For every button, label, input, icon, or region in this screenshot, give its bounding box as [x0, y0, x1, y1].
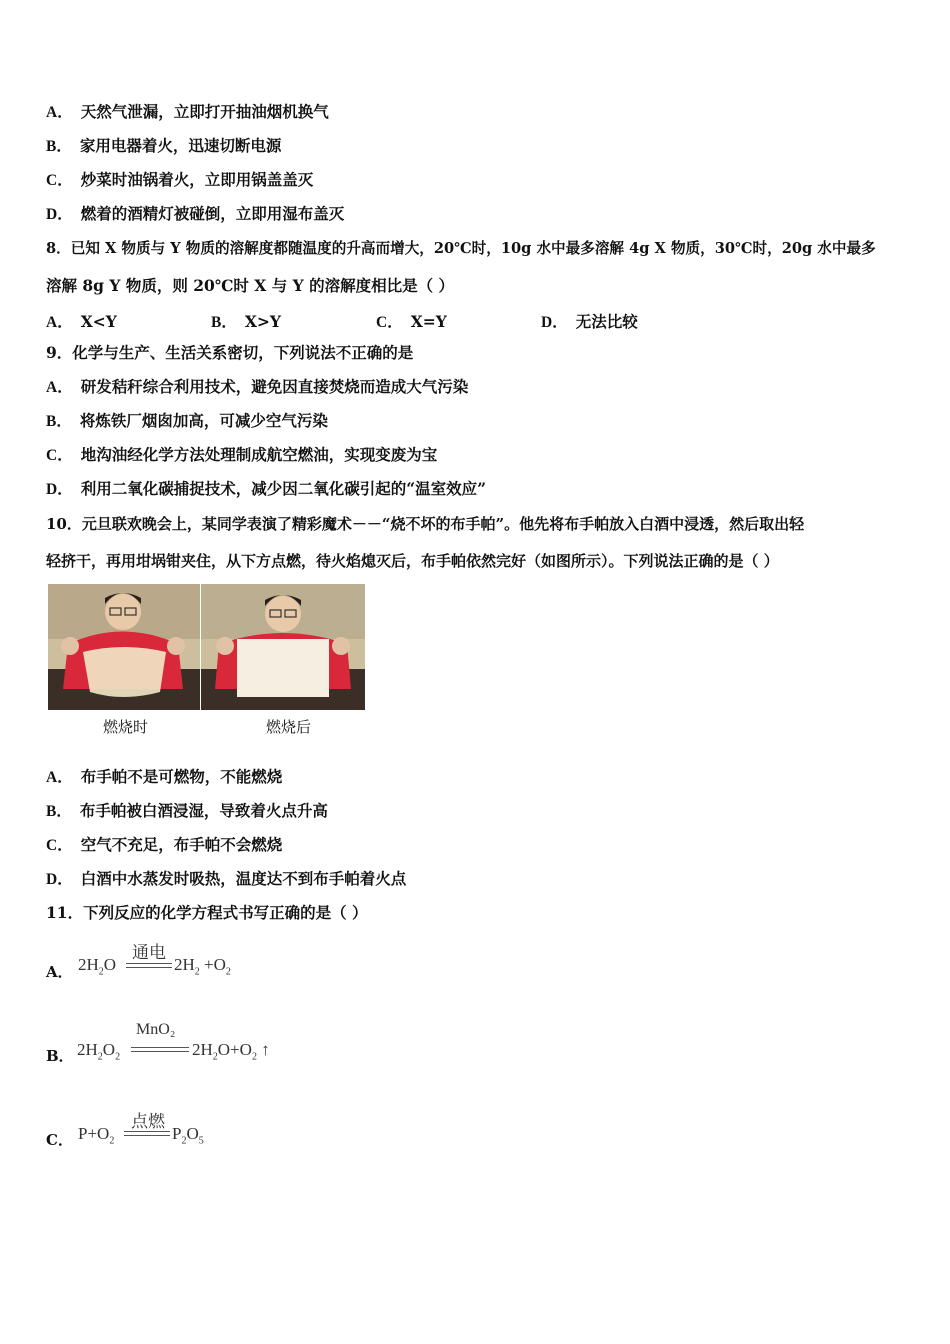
equation-c-bar-top — [124, 1131, 170, 1132]
equation-c-rhs: $P_2O_5$ — [172, 1124, 204, 1147]
q8-option-c: C． X=Y — [376, 312, 447, 331]
q8-option-a: A． X<Y — [46, 312, 117, 331]
q7-option-a: A． 天然气泄漏，立即打开抽油烟机换气 — [46, 102, 329, 121]
caption-after-burning: 燃烧后 — [266, 718, 312, 736]
q9-option-a: A． 研发秸秆综合利用技术，避免因直接焚烧而造成大气污染 — [46, 377, 469, 396]
equation-a-lhs: $2H_2O$ — [78, 955, 117, 978]
equation-b-rhs: $2H_2O+O_2$ ↑ — [192, 1040, 270, 1063]
q10-option-d: D． 白酒中水蒸发时吸热，温度达不到布手帕着火点 — [46, 869, 407, 888]
equation-a-bar-bottom — [126, 967, 172, 968]
photo-burning — [48, 584, 200, 710]
equation-c-condition: 点燃 — [131, 1112, 165, 1131]
q9-option-c: C． 地沟油经化学方法处理制成航空燃油，实现变废为宝 — [46, 445, 438, 464]
q10-stem-line2: 轻挤干，再用坩埚钳夹住，从下方点燃，待火焰熄灭后，布手帕依然完好（如图所示）。下列说法正确的是（ ） — [46, 552, 779, 570]
q11-stem: 11．下列反应的化学方程式书写正确的是（ ） — [46, 903, 368, 922]
q9-stem: 9．化学与生产、生活关系密切，下列说法不正确的是 — [46, 343, 414, 362]
q8-stem-line2: 溶解 8g Y 物质，则 20℃时 X 与 Y 的溶解度相比是（ ） — [46, 276, 454, 295]
equation-b-lhs: $2H_2O_2$ — [77, 1040, 121, 1063]
q9-option-d: D． 利用二氧化碳捕捉技术，减少因二氧化碳引起的“温室效应” — [46, 479, 487, 498]
q8-option-d: D． 无法比较 — [541, 312, 638, 331]
q7-option-d: D． 燃着的酒精灯被碰倒，立即用湿布盖灭 — [46, 204, 345, 223]
q8-option-b: B． X>Y — [211, 312, 281, 331]
q10-option-a: A． 布手帕不是可燃物，不能燃烧 — [46, 767, 283, 786]
q7-option-b: B． 家用电器着火，迅速切断电源 — [46, 136, 282, 155]
equation-c-lhs: $P+O_2$ — [78, 1124, 115, 1147]
q8-stem-line1: 8．已知 X 物质与 Y 物质的溶解度都随温度的升高而增大，20℃时，10g 水中最多溶解 4g X 物质，30℃时，20g 水中最多 — [46, 240, 876, 257]
q11-option-a-label: A． — [46, 963, 73, 981]
equation-b-bar-bottom — [131, 1051, 189, 1052]
equation-a-bar-top — [126, 963, 172, 964]
equation-b-bar-top — [131, 1047, 189, 1048]
q10-option-b: B． 布手帕被白酒浸湿，导致着火点升高 — [46, 801, 328, 820]
equation-b-condition: MnO₂ — [136, 1021, 176, 1038]
photo-after-burning — [201, 584, 365, 710]
q9-option-b: B． 将炼铁厂烟囱加高，可减少空气污染 — [46, 411, 328, 430]
q11-option-b-label: B． — [46, 1047, 74, 1065]
caption-burning: 燃烧时 — [103, 718, 149, 736]
q10-stem-line1: 10．元旦联欢晚会上，某同学表演了精彩魔术－－“烧不坏的布手帕”。他先将布手帕放入白酒中浸透，然后取出轻 — [46, 515, 805, 533]
q10-option-c: C． 空气不充足，布手帕不会燃烧 — [46, 835, 283, 854]
equation-a-condition: 通电 — [132, 943, 166, 962]
equation-a-rhs: $2H_2 +O_2$ — [174, 955, 231, 978]
q11-option-c-label: C． — [46, 1131, 73, 1149]
equation-c-bar-bottom — [124, 1135, 170, 1136]
q7-option-c: C． 炒菜时油锅着火，立即用锅盖盖灭 — [46, 170, 314, 189]
